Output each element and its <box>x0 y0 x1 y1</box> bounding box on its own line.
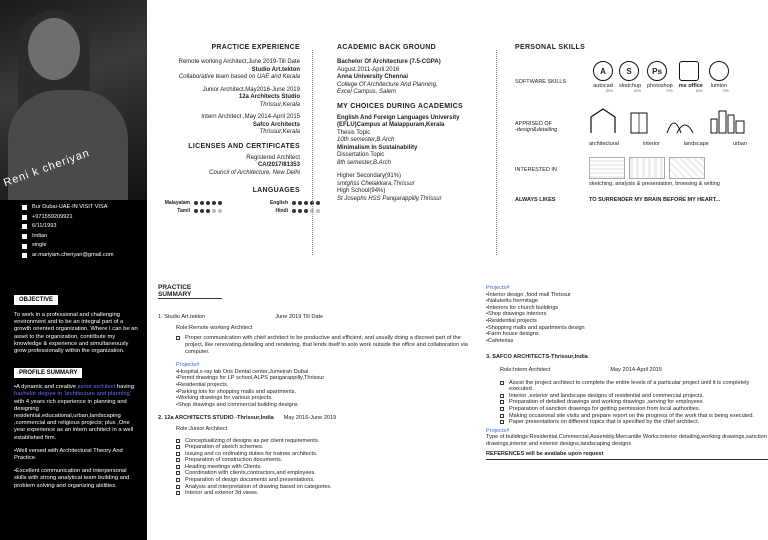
profile-name: Reni k cheriyan <box>2 146 92 190</box>
s1-projects: •Hospital,x-ray lab Oris Dental center,Jumeirah Dubai •Permit drawings for LP school,ALPS pangarappilly,Thrissur •Residential projects. •Parking lots for shopping malls and apartments. •Working drawings for various projects. •Shop drawings and commercial building designs <box>176 368 325 408</box>
summary-panel <box>0 268 147 540</box>
software-lumion: lumion 70% <box>709 61 729 93</box>
lumion-icon <box>709 61 729 81</box>
choices-title: MY CHOICES DURING ACADEMICS <box>337 102 463 110</box>
photoshop-icon: Ps <box>647 61 667 81</box>
experience-column <box>150 44 300 214</box>
job-1: Remote working Architect,June 2019-Till Date Studio Art.tekton Collaborative team based on UAE and Kerala <box>178 59 300 80</box>
license-block: Registered Architect CA/2017/81353 Council of Architecture, New Delhi <box>209 154 300 176</box>
degree-block: Bachelor Of Architecture (7.5-CGPA) August.2011-April.2016 Anna University Chennai College Of Architecture And Planning, Excel Campus, Salem <box>337 59 441 95</box>
contact-nationality: Indian <box>32 232 48 239</box>
s3-title: 3. SAFCO ARCHITECTS-Thrissur,India <box>486 354 588 361</box>
s3-role-row: Role:Intern Architect May 2014-April 2015 <box>500 366 662 373</box>
flag-icon <box>22 234 27 239</box>
experience-title: PRACTICE EXPERIENCE <box>211 44 300 51</box>
profile-summary-p2: •Well versed with Architectural Theory And Practice. <box>14 447 123 462</box>
s2-items: Conceptualizing of designs as per client requirements. Preparation of sketch schemes. Issuing and co ordinating duties for trainee architects. Preparation of construction documents. Heading meetings with Clients. Coordination with clients,contractors,and employees. Preparation of design documents and presentations. Analysis and interpretation of drawing based on categories. Interior and exterior 3d views. <box>176 438 476 497</box>
interested-text: sketching, analysis & presentation, browsing & writing <box>589 181 720 187</box>
software-autocad: A autocad 80% <box>593 61 613 93</box>
skills-column <box>515 44 768 203</box>
s3-projects: Type of buildings:Residential,Commercial,Assembly,Mercantile Works:interior detailing,working drawings,sanction drawings,interior and exterior designs,landscaping designs <box>486 434 767 447</box>
s1-header: 1. Studio Art.tekton June 2019 Till Date <box>158 314 324 321</box>
s2-projects-label: Projects# <box>486 285 510 291</box>
profile-summary-title: PROFILE SUMMARY <box>14 368 82 378</box>
software-skills-row <box>515 61 768 93</box>
s2-projects: •Interior design ,food mall Thrissur •Nalukettu hermitage •Interiors for church buildings •Shop drawings interiors •Residential projects •Shopping malls and apartments design •Farm house designs •Cafeterias <box>486 291 585 344</box>
languages-grid: Malayalam English Tamil Hindi <box>150 200 300 214</box>
s1-projects-label: Projects# <box>176 362 200 369</box>
column-divider-2 <box>496 50 497 255</box>
job-3: Intern Architect ,May 2014-April 2015 Safco Architects Thrissur,Kerala <box>201 114 300 135</box>
profile-summary-p1: •A dynamic and creative junior architect having bachelor degree in 'architecture and planning' with 4 years rich experience in planning and designing residential,educational,urban,landscaping ,commercial and religious projects; plus ,One year experience as an intern architect in a well established firm. <box>14 384 134 441</box>
s1-role: Role:Remote working Architect <box>176 324 253 331</box>
objective-title: OBJECTIVE <box>14 295 58 305</box>
contact-email[interactable]: ar.mariyam.cheriyan@gmail.com <box>32 251 114 258</box>
languages-title: LANGUAGES <box>252 187 300 194</box>
language-level-english <box>292 201 320 205</box>
objective-text: To work in a professional and challenging environment and to be an integral part of a growth oriented organization. Where I can be an asset to the organization, contribute my knowledge & experience and simultaneously grow professionally within the organization. <box>14 312 138 355</box>
sketchup-icon: S <box>619 61 639 81</box>
email-icon <box>22 253 27 258</box>
contact-dob: 6/11/1993 <box>32 223 57 230</box>
ms-office-icon <box>679 61 699 81</box>
s3-projects-label: Projects# <box>486 427 510 434</box>
heart-icon <box>22 244 27 249</box>
licenses-title: LICENSES AND CERTIFICATES <box>188 142 300 150</box>
contact-list <box>22 203 146 261</box>
s2-role: Role:Junior Architect <box>176 425 228 432</box>
software-sketchup: S sketchup 80% <box>619 61 641 93</box>
academic-column <box>337 44 492 203</box>
practice-summary-middle <box>158 285 476 497</box>
software-ms-office: ms office 80% <box>679 61 703 93</box>
practice-summary-right <box>486 285 768 460</box>
language-level-hindi <box>292 209 320 213</box>
likes-row: ALWAYS LIKES TO SURRENDER MY BRAIN BEFORE MY HEART... <box>515 197 721 203</box>
interested-row <box>515 157 768 187</box>
column-divider <box>312 50 313 255</box>
contact-phone: +971559209921 <box>32 213 73 220</box>
contact-location: Bur Dubai-UAE-IN VISIT VISA <box>32 204 108 210</box>
birthday-icon <box>22 224 27 229</box>
sketch-thumbnails <box>589 157 720 179</box>
software-photoshop: Ps photoshop 70% <box>647 61 673 93</box>
autocad-icon: A <box>593 61 613 81</box>
job-2: Junior Architect,May2016-June 2019 12a Architects Studio Thrissur,Kerala <box>202 86 300 108</box>
choices-block: English And Foreign Languages University (EFLU)Campus at Malappuram,Kerala Thesis Topic 10th semester,B.Arch Minimalism In Sustainability Dissertation Topic 8th semester,B.Arch <box>337 114 460 166</box>
language-level-malayalam <box>194 201 244 205</box>
location-icon <box>22 205 27 210</box>
contact-status: single <box>32 242 47 249</box>
phone-icon <box>22 215 27 220</box>
s3-items: Assist the project architect to complete the entire levels of a particular project until it is completely executed. Interior ,exterior and landscape designs of residential and commercial projects. Preparation of detailed drawings and working drawings ,serving for employees Preparation of sanction drawings for getting permission from local authorities. Making occasional site visits and prepare report on the progress of the work that is being executed. Paper presentations on different topics that is specified by the chief architect. <box>500 380 768 426</box>
apprised-row <box>515 105 768 147</box>
profile-photo-panel <box>0 0 147 268</box>
language-level-tamil <box>194 209 244 213</box>
apprised-label: APPRISED OF -design&detailing <box>515 121 558 133</box>
interested-label: INTERESTED IN <box>515 167 557 173</box>
academic-title: ACADEMIC BACK GROUND <box>337 44 436 51</box>
school-block: Higher Secondary(91%) smtghss Chelakkara,Thrissur High School(94%) St Josephs HSS Pangarappilly,Thrissur <box>337 173 442 202</box>
s2-header: 2. 12a ARCHITECTS STUDIO -Thrissur,India May 2016-June 2019 <box>158 415 337 422</box>
s1-desc: Proper communication with chief architect to be productive and efficient, and usually doing a discreet part of the project, like renovating,detailing and rendering, that lends itself to solo work outside the office and collaboration via computer. <box>176 335 476 355</box>
references-note: REFERENCES will be availabe upon request <box>486 451 768 460</box>
architecture-sketch-icon <box>589 105 749 135</box>
apprised-sketches: architectural interior landscape urban <box>589 105 749 147</box>
practice-summary-title: PRACTICE SUMMARY <box>158 285 222 299</box>
software-skills-label: SOFTWARE SKILLS <box>515 79 567 85</box>
profile-summary-p3: •Excellent communication and interpersonal skills with strong analytical team building and problem solving and organizing abilities. <box>14 468 130 489</box>
skills-title: PERSONAL SKILLS <box>515 44 586 51</box>
